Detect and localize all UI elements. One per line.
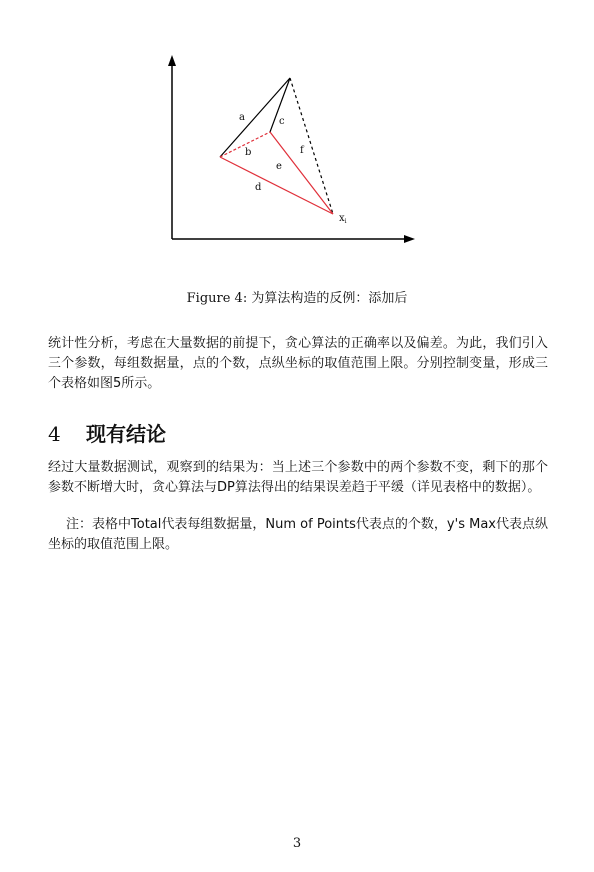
edge-f — [290, 78, 333, 214]
label-d: d — [255, 182, 262, 193]
counterexample-diagram — [0, 0, 594, 260]
label-c: c — [279, 116, 285, 127]
label-x: x — [339, 213, 345, 224]
paragraph-note: 注：表格中Total代表每组数据量，Num of Points代表点的个数，y's Max代表点纵坐标的取值范围上限。 — [48, 517, 548, 552]
label-x-sub: i — [344, 218, 347, 225]
label-b: b — [245, 147, 252, 158]
section-title: 现有结论 — [86, 422, 166, 446]
page-number: 3 — [292, 836, 302, 851]
label-e: e — [276, 161, 282, 172]
paragraph-analysis: 统计性分析，考虑在大量数据的前提下，贪心算法的正确率以及偏差。为此，我们引入三个参数，每组数据量，点的个数，点纵坐标的取值范围上限。分别控制变量，形成三个表格如图5所示。 — [48, 336, 548, 391]
figure-caption: Figure 4: 为算法构造的反例：添加后 — [186, 291, 408, 306]
label-f: f — [300, 145, 304, 156]
paragraph-conclusion: 经过大量数据测试，观察到的结果为：当上述三个参数中的两个参数不变，剩下的那个参数不断增大时，贪心算法与DP算法得出的结果误差趋于平缓（详见表格中的数据）。 — [48, 460, 548, 495]
label-x-i — [339, 213, 347, 225]
figure-4 — [0, 0, 594, 260]
section-heading — [48, 418, 166, 447]
x-axis-arrow — [404, 235, 415, 243]
section-number: 4 — [48, 422, 61, 446]
y-axis-arrow — [168, 55, 176, 66]
label-a: a — [239, 112, 245, 123]
